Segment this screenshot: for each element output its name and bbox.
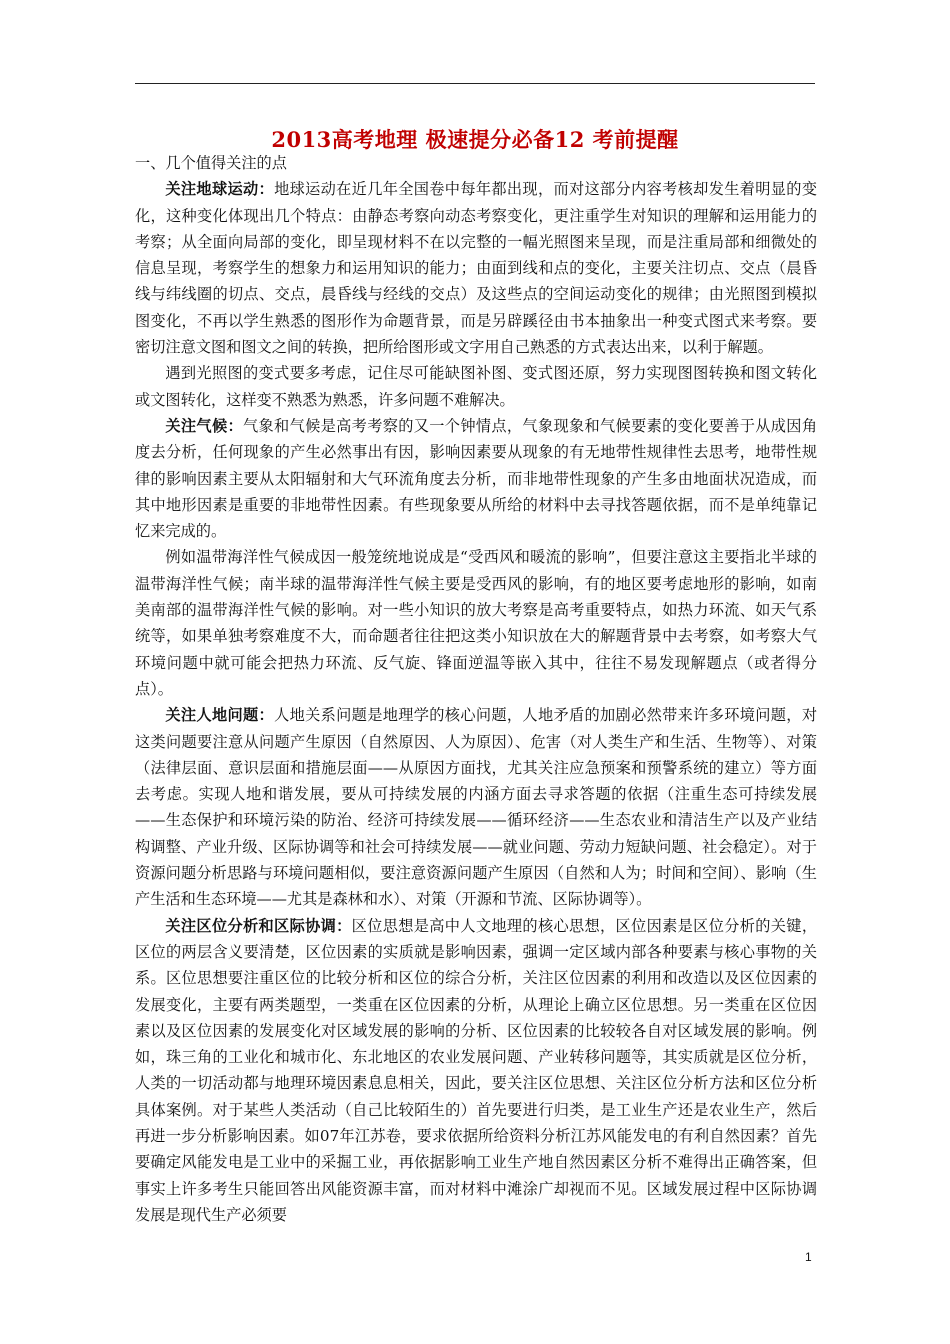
paragraph-climate: [135, 413, 817, 544]
document-body: [135, 150, 817, 1228]
paragraph-text: 地球运动在近几年全国卷中每年都出现，而对这部分内容考核却发生着明显的变化，这种变化体现出几个特点：由静态考察向动态考察变化，更注重学生对知识的理解和运用能力的考察；从全面向局部的变化，即呈现材料不在以完整的一幅光照图来呈现，而是注重局部和细微处的信息呈现，考察学生的想象力和运用知识的能力；由面到线和点的变化，主要关注切点、交点（晨昏线与纬线圈的切点、交点，晨昏线与经线的交点）及这些点的空间运动变化的规律；由光照图到模拟图变化，不再以学生熟悉的图形作为命题背景，而是另辟蹊径由书本抽象出一种变式图式来考察。要密切注意文图和图文之间的转换，把所给图形或文字用自己熟悉的方式表达出来，以利于解题。: [135, 180, 818, 357]
paragraph-lead: 关注区位分析和区际协调：: [165, 916, 352, 935]
paragraph-text: 气象和气候是高考考察的又一个钟情点，气象现象和气候要素的变化要善于从成因角度去分析，任何现象的产生必然事出有因，影响因素要从现象的有无地带性规律性去思考，地带性规律的影响因素主要从太阳辐射和大气环流角度去分析，而非地带性现象的产生多由地面状况造成，而其中地形因素是重要的非地带性因素。有些现象要从所给的材料中去寻找答题依据，而不是单纯靠记忆来完成的。: [135, 416, 818, 541]
paragraph-text: 遇到光照图的变式要多考虑，记住尽可能缺图补图、变式图还原，努力实现图图转换和图文转化或文图转化，这样变不熟悉为熟悉，许多问题不难解决。: [135, 364, 817, 409]
document-title: 2013高考地理 极速提分必备12 考前提醒: [271, 127, 679, 152]
paragraph-lead: 关注人地问题：: [165, 706, 275, 725]
paragraph-text: 人地关系问题是地理学的核心问题，人地矛盾的加剧必然带来许多环境问题，对这类问题要注意从问题产生原因（自然原因、人为原因）、危害（对人类生产和生活、生物等）、对策（法律层面、意识层面和措施层面——从原因方面找，尤其关注应急预案和预警系统的建立）等方面去考虑。实现人地和谐发展，要从可持续发展的内涵方面去寻求答题的依据（注重生态可持续发展——生态保护和环境污染的防治、经济可持续发展——循环经济——生态农业和清洁生产以及产业结构调整、产业升级、区际协调等和社会可持续发展——就业问题、劳动力短缺问题、社会稳定）。对于资源问题分析思路与环境问题相似，要注意资源问题产生原因（自然和人为；时间和空间）、影响（生产生活和生态环境——尤其是森林和水）、对策（开源和节流、区际协调等）。: [135, 706, 818, 909]
page-number: 1: [805, 1250, 812, 1264]
paragraph-illumination: [135, 360, 817, 413]
paragraph-lead: 关注气候：: [165, 416, 244, 435]
paragraph-location: [135, 913, 817, 1229]
paragraph-text: 例如温带海洋性气候成因一般笼统地说成是“受西风和暖流的影响”，但要注意这主要指北半球的温带海洋性气候；南半球的温带海洋性气候主要是受西风的影响，有的地区要考虑地形的影响，如南美南部的温带海洋性气候的影响。对一些小知识的放大考察是高考重要特点，如热力环流、如天气系统等，如果单独考察难度不大，而命题者往往把这类小知识放在大的解题背景中去考察，如考察大气环境问题中就可能会把热力环流、反气旋、锋面逆温等嵌入其中，往往不易发现解题点（或者得分点）。: [135, 548, 817, 698]
section-heading: 一、几个值得关注的点: [135, 154, 287, 172]
paragraph-human-land: [135, 702, 817, 912]
paragraph-earth-motion: [135, 176, 817, 360]
paragraph-maritime-climate: [135, 544, 817, 702]
paragraph-text: 区位思想是高中人文地理的核心思想，区位因素是区位分析的关键，区位的两层含义要清楚，区位因素的实质就是影响因素，强调一定区域内部各种要素与核心事物的关系。区位思想要注重区位的比较分析和区位的综合分析，关注区位因素的利用和改造以及区位因素的发展变化，主要有两类题型，一类重在区位因素的分析，从理论上确立区位思想。另一类重在区位因素以及区位因素的发展变化对区域发展的影响的分析、区位因素的比较较各自对区域发展的影响。例如，珠三角的工业化和城市化、东北地区的农业发展问题、产业转移问题等，其实质就是区位分析，人类的一切活动都与地理环境因素息息相关，因此，要关注区位思想、关注区位分析方法和区位分析具体案例。对于某些人类活动（自己比较陌生的）首先要进行归类，是工业生产还是农业生产，然后再进一步分析影响因素。如07年江苏卷，要求依据所给资料分析江苏风能发电的有利自然因素？首先要确定风能发电是工业中的采掘工业，再依据影响工业生产地自然因素区分析不难得出正确答案，但事实上许多考生只能回答出风能资源丰富，而对材料中滩涂广却视而不见。区域发展过程中区际协调发展是现代生产必须要: [135, 916, 818, 1224]
header-rule: [135, 83, 815, 84]
paragraph-lead: 关注地球运动：: [165, 180, 275, 199]
